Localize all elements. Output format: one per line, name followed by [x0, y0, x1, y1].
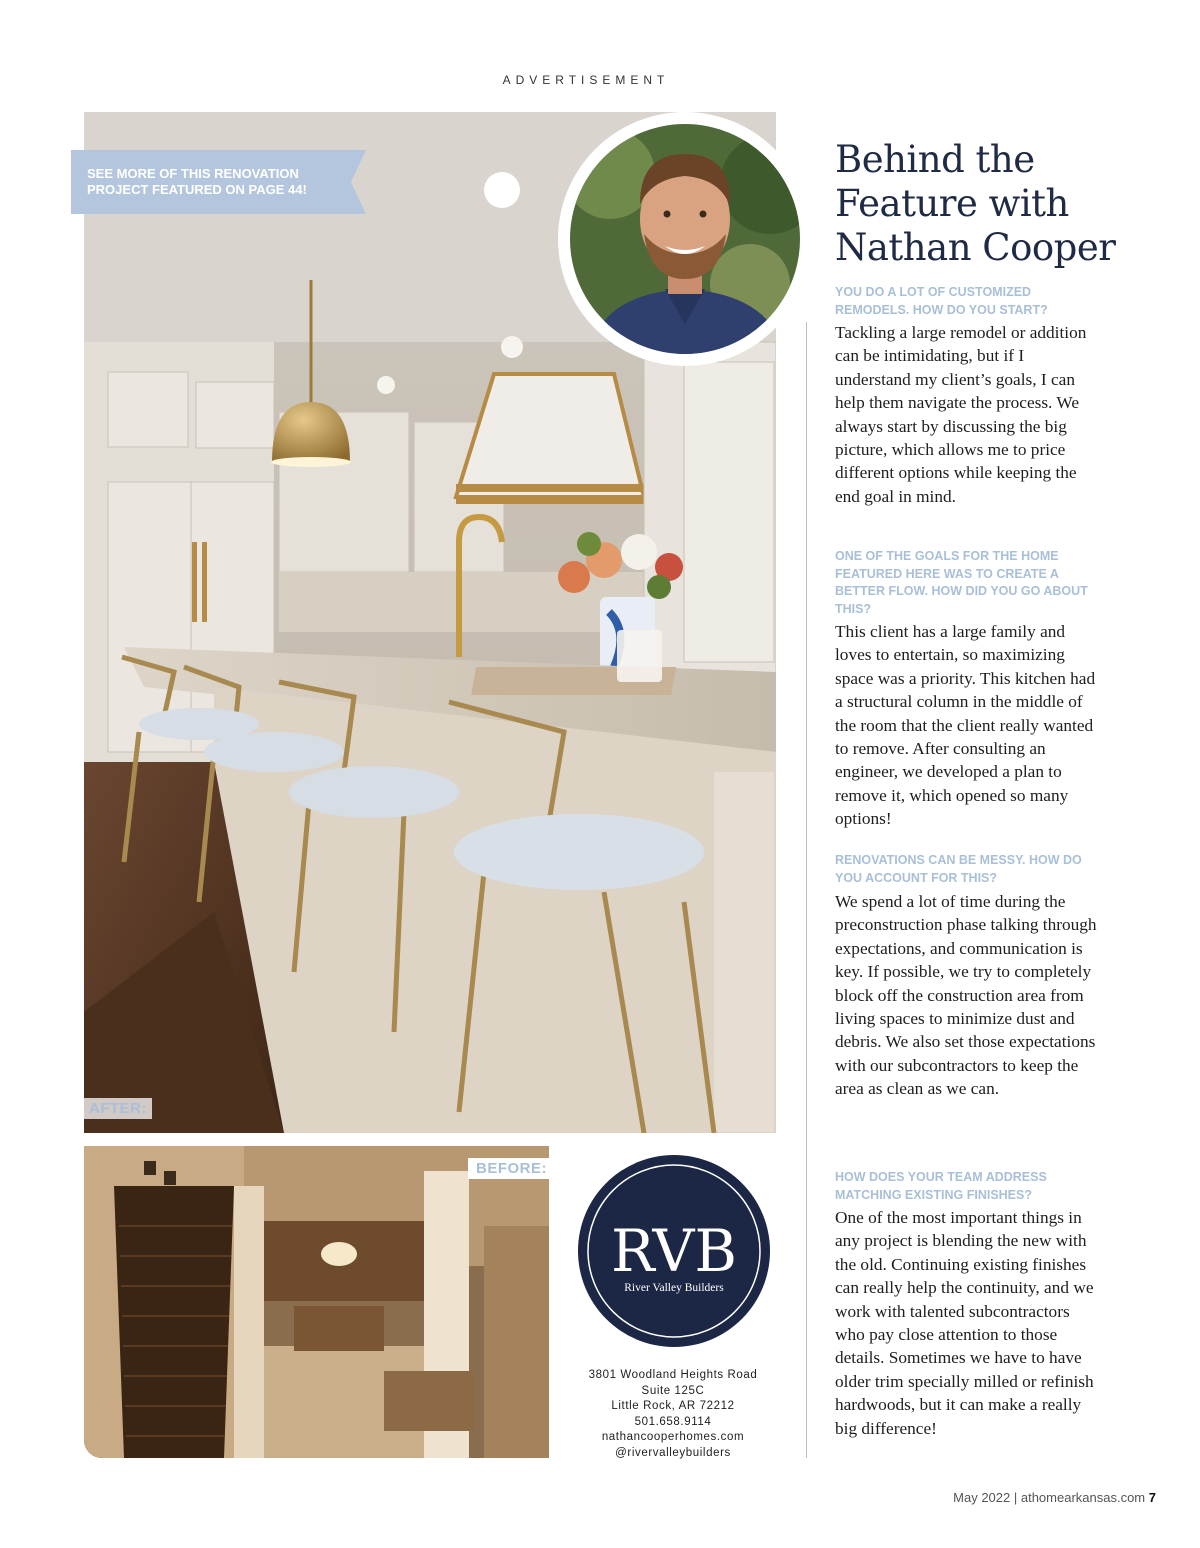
- logo-monogram: RVB: [610, 1217, 738, 1285]
- title-line-1: Behind the: [835, 138, 1035, 181]
- feature-title: [835, 138, 1175, 270]
- banner-line-2: PROJECT FEATURED ON PAGE 44!: [87, 182, 307, 197]
- phone-number[interactable]: 501.658.9114: [634, 1415, 712, 1428]
- after-label: AFTER:: [84, 1098, 152, 1119]
- contact-block: [573, 1368, 773, 1461]
- page-footer: [953, 1490, 1156, 1505]
- question-2: ONE OF THE GOALS FOR THE HOME FEATURED HERE WAS TO CREATE A BETTER FLOW. HOW DID YOU GO ABOUT THIS?: [835, 549, 1088, 616]
- logo-company-name: River Valley Builders: [624, 1282, 724, 1294]
- page-number: 7: [1148, 1490, 1156, 1505]
- banner-text: [87, 166, 357, 198]
- kitchen-before-photo: [84, 1146, 549, 1458]
- question-4: HOW DOES YOUR TEAM ADDRESS MATCHING EXISTING FINISHES?: [835, 1170, 1047, 1202]
- banner-line-1: SEE MORE OF THIS RENOVATION: [87, 166, 299, 181]
- nathan-cooper-portrait: [570, 124, 800, 354]
- question-1: YOU DO A LOT OF CUSTOMIZED REMODELS. HOW DO YOU START?: [835, 285, 1048, 317]
- advertisement-label: ADVERTISEMENT: [502, 73, 670, 87]
- website-link[interactable]: nathancooperhomes.com: [601, 1431, 745, 1443]
- column-divider: [806, 322, 807, 1458]
- footer-text: May 2022 | athomearkansas.com: [953, 1490, 1146, 1505]
- answer-1: Tackling a large remodel or addition can be intimidating, but if I understand my client’s goals, I can help them navigate the process. We always start by discussing the big picture, which allows me to price different options while keeping the end goal in mind.: [835, 323, 1087, 506]
- title-line-3: Nathan Cooper: [835, 226, 1116, 269]
- title-line-2: Feature with: [835, 182, 1069, 225]
- before-label: BEFORE:: [468, 1158, 555, 1179]
- answer-2: This client has a large family and loves to entertain, so maximizing space was a priority. This kitchen had a structural column in the middle of the room that the client really wanted to remove. After consulting an engineer, we developed a plan to remove it, which opened so many options!: [835, 622, 1096, 829]
- address-suite: Suite 125C: [641, 1384, 705, 1397]
- answer-4: One of the most important things in any project is blending the new with the old. Continuing existing finishes can really help the continuity, and we work with talented subcontractors who pay close attention to those details. Sometimes we have to have older trim specially milled or refinish hardwoods, but it can make a really big difference!: [835, 1208, 1094, 1438]
- social-handle[interactable]: @rivervalleybuilders: [615, 1446, 731, 1459]
- address-street: 3801 Woodland Heights Road: [588, 1369, 758, 1381]
- rvb-logo: [576, 1153, 772, 1349]
- address-city: Little Rock, AR 72212: [611, 1400, 735, 1412]
- question-3: RENOVATIONS CAN BE MESSY. HOW DO YOU ACCOUNT FOR THIS?: [835, 853, 1082, 885]
- answer-3: We spend a lot of time during the preconstruction phase talking through expectations, and communication is key. If possible, we try to completely block off the construction area from living spaces to minimize dust and debris. We also set those expectations with our subcontractors to keep the area as clean as we can.: [835, 892, 1097, 1099]
